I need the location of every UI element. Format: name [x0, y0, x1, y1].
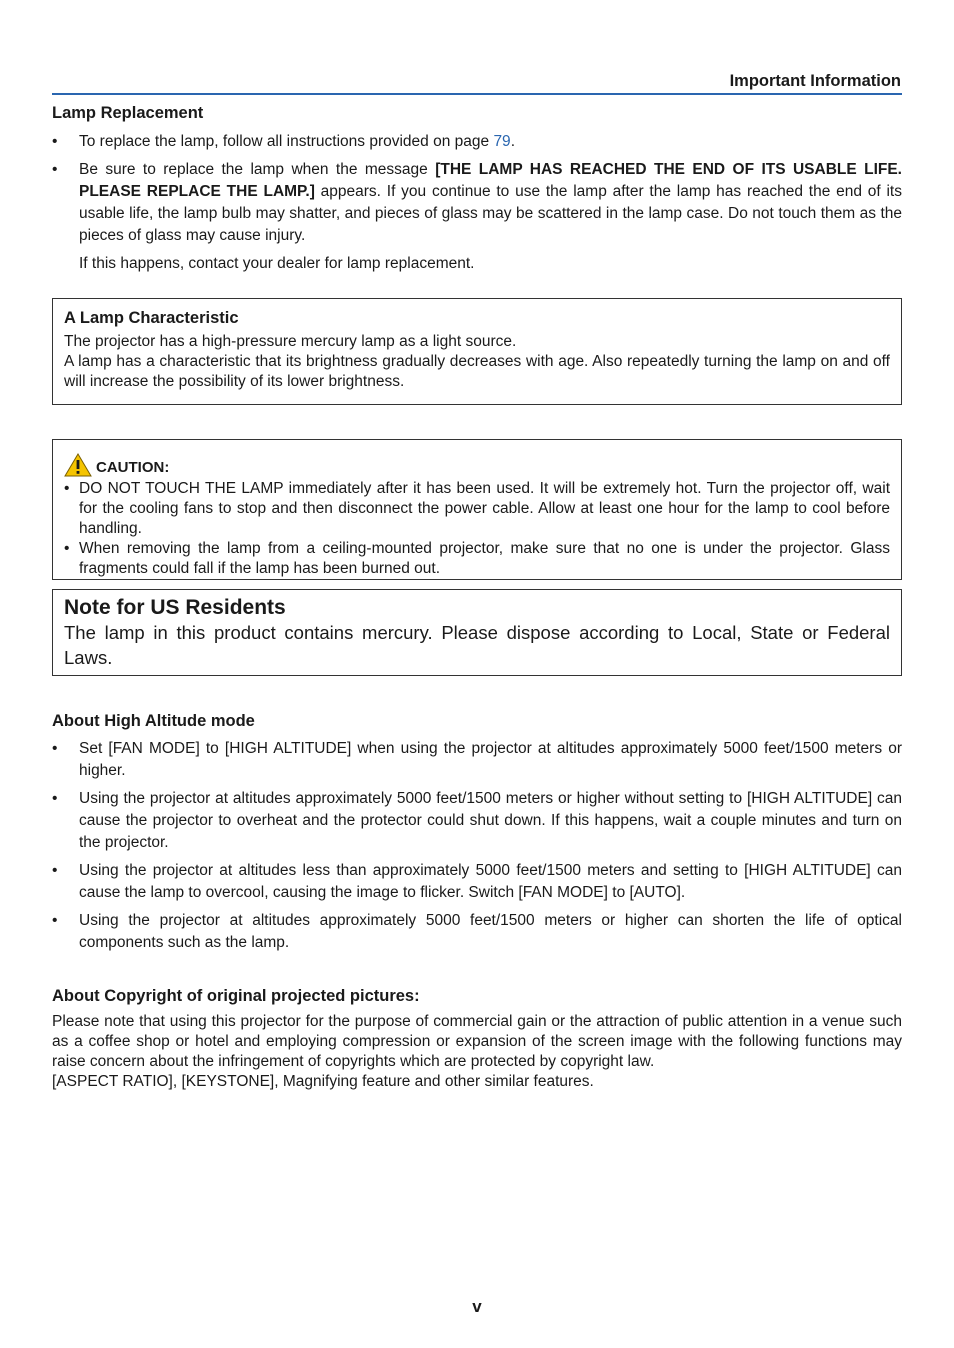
bullet-text: Using the projector at altitudes approximately 5000 feet/1500 meters or higher can shorten the life of optical components such as the lamp.: [79, 912, 902, 951]
lamp-characteristic-line1: The projector has a high-pressure mercury lamp as a light source.: [64, 333, 517, 350]
us-residents-note-box: [52, 589, 902, 676]
list-item: [52, 788, 902, 854]
list-item: [64, 539, 890, 579]
bullet-glyph: •: [52, 790, 58, 807]
copyright-heading: About Copyright of original projected pictures:: [52, 987, 420, 1005]
bullet-text: appears. If you continue to use the lamp after the lamp has reached the end of its usable life, the lamp bulb may shatter, and pieces of glass may be scattered in the lamp case. Do not touch them as the pieces of glass may cause injury.: [79, 183, 902, 244]
warning-triangle-icon: [64, 453, 92, 477]
list-item: [52, 910, 902, 954]
caution-header: [64, 449, 890, 477]
page-header-title: Important Information: [729, 72, 901, 90]
us-residents-title: Note for US Residents: [64, 596, 286, 619]
page-79-link[interactable]: 79: [493, 133, 511, 150]
bullet-glyph: •: [52, 912, 58, 929]
lamp-characteristic-title: A Lamp Characteristic: [64, 309, 239, 327]
bullet-text: Using the projector at altitudes less than approximately 5000 feet/1500 meters and setting to [HIGH ALTITUDE] can cause the lamp to overcool, causing the image to flicker. Switch [FAN MODE] to [AUTO].: [79, 862, 902, 901]
list-item: [52, 860, 902, 904]
high-altitude-heading: About High Altitude mode: [52, 712, 255, 730]
header-rule: [52, 93, 902, 95]
caution-item-text: When removing the lamp from a ceiling-mounted projector, make sure that no one is under the projector. Glass fragments could fall if the lamp has been burned out.: [79, 540, 890, 577]
bullet-end: .: [510, 133, 515, 150]
copyright-paragraph: Please note that using this projector for the purpose of commercial gain or the attraction of public attention in a venue such as a coffee shop or hotel and employing compression or expansion of the screen image with the following functions may raise concern about the infringement of copyrights which are protected by copyright law.: [52, 1013, 902, 1070]
dealer-contact-text: If this happens, contact your dealer for lamp replacement.: [79, 255, 475, 272]
caution-list: [64, 479, 890, 579]
bullet-glyph: •: [52, 133, 58, 150]
bullet-glyph: •: [52, 862, 58, 879]
bullet-text: Be sure to replace the lamp when the message: [79, 161, 436, 178]
us-residents-text: The lamp in this product contains mercury. Please dispose according to Local, State or Federal Laws.: [64, 622, 890, 668]
lamp-message: [THE LAMP HAS REACHED THE END OF ITS USABLE LIFE. PLEASE REPLACE THE LAMP.]: [79, 161, 902, 200]
lamp-characteristic-line2: A lamp has a characteristic that its brightness gradually decreases with age. Also repeatedly turning the lamp on and off will increase the possibility of its lower brightness.: [64, 353, 890, 390]
bullet-glyph: •: [64, 480, 70, 497]
bullet-text: Using the projector at altitudes approximately 5000 feet/1500 meters or higher without setting to [HIGH ALTITUDE] can cause the projector to overheat and the protector could shut down. If this happens, wait a couple minutes and turn on the projector.: [79, 790, 902, 851]
bullet-text: To replace the lamp, follow all instructions provided on page: [79, 133, 494, 150]
caution-box: [52, 439, 902, 580]
list-item: [52, 131, 902, 153]
list-item: [52, 738, 902, 782]
list-item: [52, 159, 902, 247]
bullet-text: Set [FAN MODE] to [HIGH ALTITUDE] when using the projector at altitudes approximately 5000 feet/1500 meters or higher.: [79, 740, 902, 779]
lamp-replacement-list: [52, 131, 902, 253]
copyright-features: [ASPECT RATIO], [KEYSTONE], Magnifying feature and other similar features.: [52, 1073, 594, 1090]
bullet-glyph: •: [52, 161, 58, 178]
page-number: v: [472, 1297, 482, 1316]
caution-label: CAUTION:: [96, 459, 170, 476]
high-altitude-list: [52, 738, 902, 960]
lamp-replacement-heading: Lamp Replacement: [52, 104, 204, 122]
caution-item-text: DO NOT TOUCH THE LAMP immediately after it has been used. It will be extremely hot. Turn the projector off, wait for the cooling fans to stop and then disconnect the power cable. Allow at least one hour for the lamp to cool before handling.: [79, 480, 890, 537]
lamp-characteristic-box: [52, 298, 902, 405]
bullet-glyph: •: [52, 740, 58, 757]
bullet-glyph: •: [64, 540, 70, 557]
list-item: [64, 479, 890, 539]
